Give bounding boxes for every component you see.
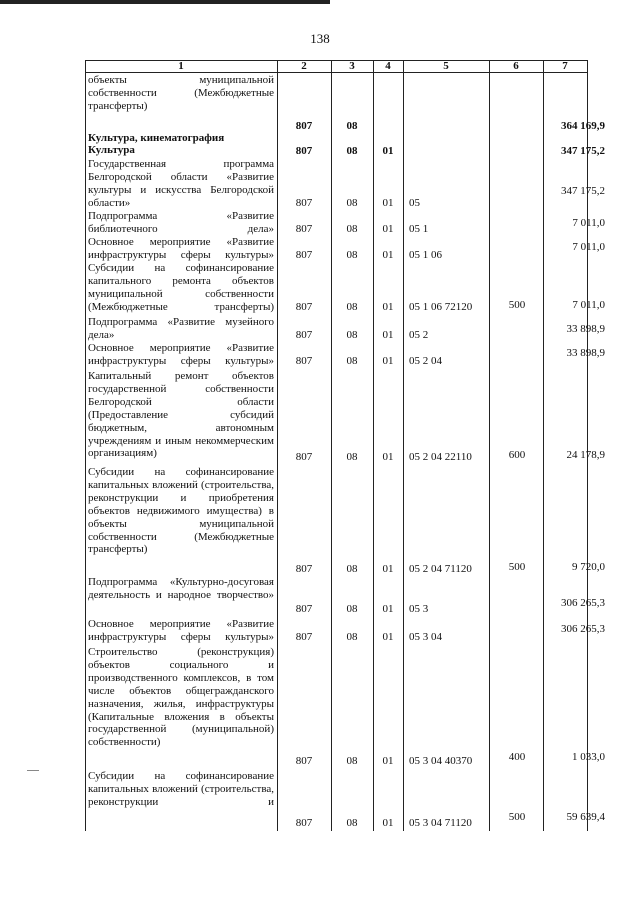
cell-podrazdel: 01 — [382, 329, 394, 341]
cell-podrazdel: 01 — [382, 817, 394, 829]
row-name: Субсидии на софинансирование капитальных вложений (строительства, реконструкции и приобретения объектов недвижимого имущества) в объекты муниципальной собственности (Межбюджетные трансферты) — [88, 466, 274, 556]
cell-podrazdel: 01 — [382, 355, 394, 367]
cell-sum: 7 011,0 — [572, 241, 605, 253]
cell-glava: 807 — [295, 563, 313, 575]
cell-sum: 306 265,3 — [561, 623, 605, 635]
cell-sum: 364 169,9 — [561, 120, 605, 132]
budget-table — [85, 60, 605, 831]
row-name: Культура, кинематография — [88, 132, 225, 144]
cell-sum: 306 265,3 — [561, 597, 605, 609]
cell-csr: 05 3 04 40370 — [409, 755, 473, 767]
cell-razdel: 08 — [346, 355, 358, 367]
table-row — [85, 316, 605, 342]
header-col-7: 7 — [562, 60, 568, 72]
cell-csr: 05 2 04 71120 — [409, 563, 472, 575]
cell-csr: 05 3 04 — [409, 631, 442, 643]
table-row — [85, 158, 605, 210]
table-row — [85, 644, 605, 768]
cell-vr: 400 — [508, 751, 526, 763]
cell-glava: 807 — [295, 817, 313, 829]
header-col-5: 5 — [443, 60, 449, 72]
table-row — [85, 466, 605, 576]
table-row — [85, 74, 587, 114]
margin-mark — [27, 770, 39, 771]
cell-glava: 807 — [295, 120, 313, 132]
cell-sum: 7 011,0 — [572, 299, 605, 311]
table-row — [85, 618, 605, 644]
cell-podrazdel: 01 — [382, 301, 394, 313]
table-row — [85, 142, 605, 158]
cell-glava: 807 — [295, 223, 313, 235]
cell-csr: 05 1 06 — [409, 249, 442, 261]
cell-podrazdel: 01 — [382, 603, 394, 615]
cell-glava: 807 — [295, 197, 313, 209]
cell-csr: 05 1 06 72120 — [409, 301, 473, 313]
cell-csr: 05 2 — [409, 329, 429, 341]
header-col-4: 4 — [385, 60, 391, 72]
cell-vr: 500 — [508, 299, 526, 311]
cell-vr: 600 — [508, 449, 526, 461]
column-divider — [587, 60, 588, 831]
cell-glava: 807 — [295, 145, 313, 157]
header-col-1: 1 — [178, 60, 184, 72]
row-name: Культура — [88, 144, 135, 156]
cell-podrazdel: 01 — [382, 197, 394, 209]
cell-csr: 05 3 — [409, 603, 429, 615]
cell-podrazdel: 01 — [382, 223, 394, 235]
cell-sum: 59 639,4 — [566, 811, 605, 823]
table-row — [85, 368, 605, 464]
table-row — [85, 236, 605, 262]
cell-sum: 9 720,0 — [572, 561, 605, 573]
table-row — [85, 262, 605, 314]
cell-razdel: 08 — [346, 223, 358, 235]
cell-razdel: 08 — [346, 301, 358, 313]
cell-sum: 347 175,2 — [561, 145, 605, 157]
row-name: Государственная программа Белгородской области «Развитие культуры и искусства Белгородской области» — [88, 158, 274, 209]
cell-podrazdel: 01 — [382, 249, 394, 261]
row-name: Основное мероприятие «Развитие инфраструктуры сферы культуры» — [88, 236, 274, 261]
header-col-6: 6 — [513, 60, 519, 72]
cell-sum: 347 175,2 — [561, 185, 605, 197]
row-name: Основное мероприятие «Развитие инфраструктуры сферы культуры» — [88, 618, 274, 643]
cell-razdel: 08 — [346, 563, 358, 575]
table-row — [85, 576, 605, 616]
cell-razdel: 08 — [346, 451, 358, 463]
row-name: Подпрограмма «Культурно-досуговая деятельность и народное творчество» — [88, 576, 274, 601]
cell-csr: 05 1 — [409, 223, 429, 235]
cell-sum: 24 178,9 — [566, 449, 605, 461]
cell-razdel: 08 — [346, 120, 358, 132]
row-name: Основное мероприятие «Развитие инфраструктуры сферы культуры» — [88, 342, 274, 367]
table-row — [85, 342, 605, 368]
cell-podrazdel: 01 — [382, 755, 394, 767]
cell-razdel: 08 — [346, 197, 358, 209]
scan-edge-mark — [0, 0, 330, 4]
cell-razdel: 08 — [346, 817, 358, 829]
cell-sum: 7 011,0 — [572, 217, 605, 229]
cell-razdel: 08 — [346, 145, 358, 157]
cell-podrazdel: 01 — [382, 451, 394, 463]
header-bottom-border — [85, 72, 587, 73]
cell-glava: 807 — [295, 249, 313, 261]
cell-razdel: 08 — [346, 329, 358, 341]
row-name: Подпрограмма «Развитие библиотечного дела» — [88, 210, 274, 235]
cell-csr: 05 2 04 — [409, 355, 442, 367]
cell-podrazdel: 01 — [382, 563, 394, 575]
cell-razdel: 08 — [346, 631, 358, 643]
cell-razdel: 08 — [346, 603, 358, 615]
cell-razdel: 08 — [346, 755, 358, 767]
cell-vr: 500 — [508, 561, 526, 573]
cell-glava: 807 — [295, 603, 313, 615]
cell-sum: 33 898,9 — [566, 347, 605, 359]
row-name: объекты муниципальной собственности (Межбюджетные трансферты) — [88, 74, 274, 112]
cell-csr: 05 2 04 22110 — [409, 451, 472, 463]
cell-sum: 1 033,0 — [572, 751, 605, 763]
table-row — [85, 210, 605, 236]
cell-podrazdel: 01 — [382, 145, 394, 157]
row-name: Капитальный ремонт объектов государственной собственности Белгородской области (Предоставление субсидий бюджетным, автономным учреждениям и иным некоммерческим организациям) — [88, 370, 274, 460]
cell-glava: 807 — [295, 329, 313, 341]
cell-glava: 807 — [295, 301, 313, 313]
header-col-2: 2 — [301, 60, 307, 72]
cell-sum: 33 898,9 — [566, 323, 605, 335]
row-name: Субсидии на софинансирование капитальных вложений (строительства, реконструкции и — [88, 770, 274, 808]
cell-glava: 807 — [295, 755, 313, 767]
cell-glava: 807 — [295, 355, 313, 367]
row-name: Строительство (реконструкция) объектов социального и производственного комплексов, в том числе объектов общегражданского назначения, жилья, инфраструктуры (Капитальные вложения в объекты государственной (муниципальной) собственности) — [88, 646, 274, 749]
row-name: Подпрограмма «Развитие музейного дела» — [88, 316, 274, 341]
header-col-3: 3 — [349, 60, 355, 72]
cell-csr: 05 3 04 71120 — [409, 817, 472, 829]
table-row — [85, 768, 605, 830]
cell-vr: 500 — [508, 811, 526, 823]
page-number: 138 — [310, 31, 330, 46]
cell-csr: 05 — [409, 197, 420, 209]
cell-podrazdel: 01 — [382, 631, 394, 643]
cell-razdel: 08 — [346, 249, 358, 261]
cell-glava: 807 — [295, 451, 313, 463]
row-name: Субсидии на софинансирование капитального ремонта объектов муниципальной собственности (Межбюджетные трансферты) — [88, 262, 274, 313]
cell-glava: 807 — [295, 631, 313, 643]
